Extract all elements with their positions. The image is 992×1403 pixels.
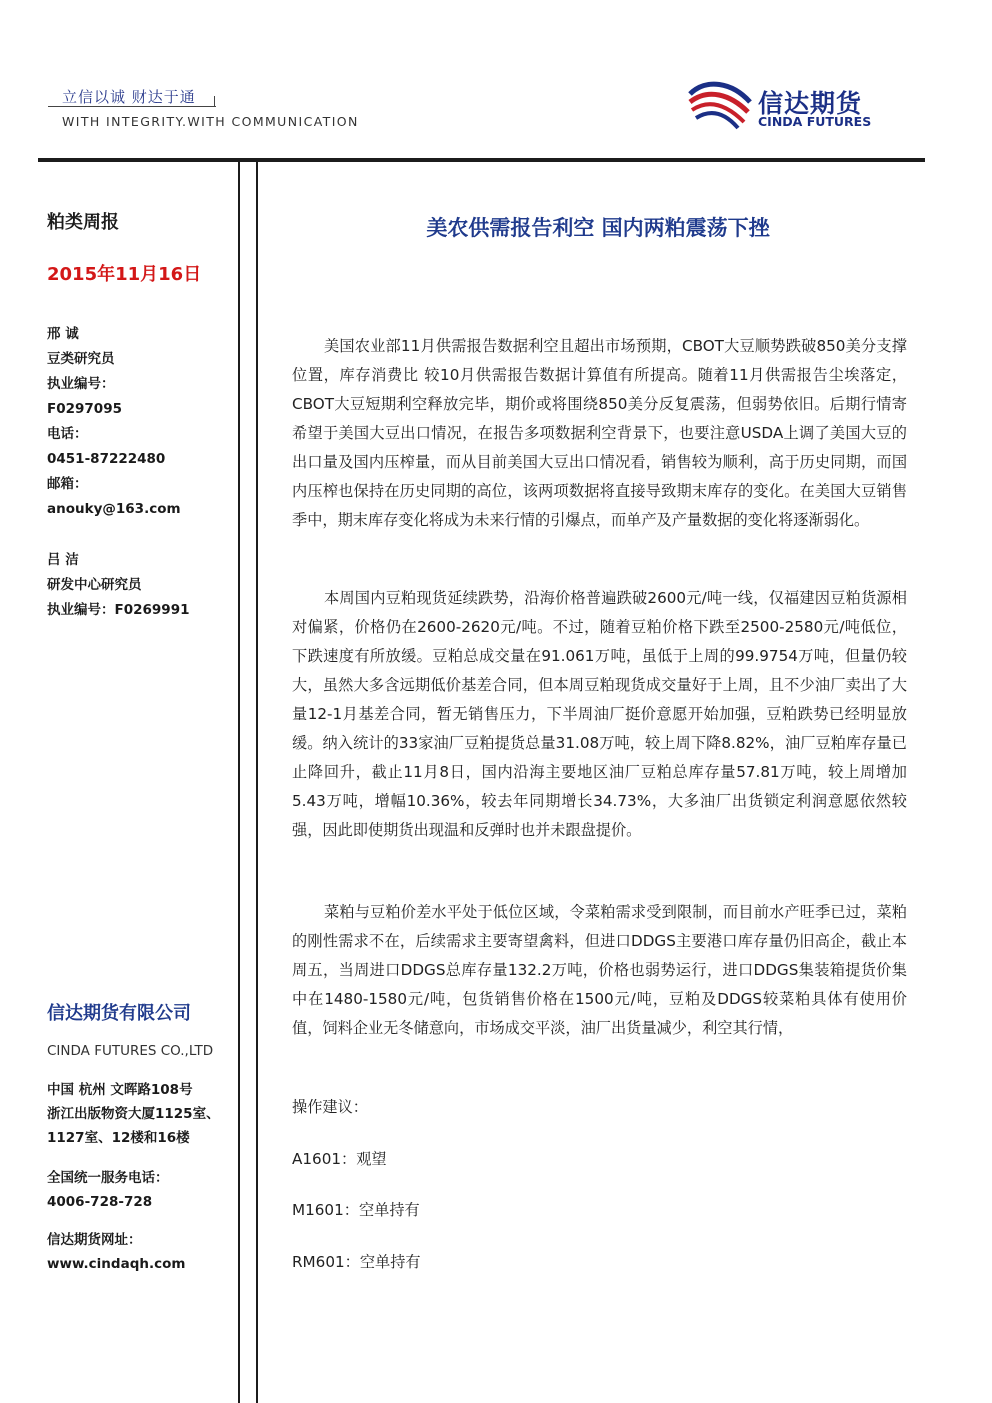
analyst-2-name: 吕 洁 — [47, 552, 79, 568]
company-name: 信达期货有限公司 — [47, 1003, 191, 1024]
address-line: 中国 杭州 文晖路108号 — [47, 1082, 193, 1098]
address-line: 1127室、12楼和16楼 — [47, 1130, 190, 1146]
analyst-1-title: 豆类研究员 — [47, 351, 115, 367]
slogan-underline — [48, 106, 216, 107]
advice-item: M1601：空单持有 — [292, 1201, 420, 1219]
company-address — [47, 1078, 220, 1150]
service-phone-label: 全国统一服务电话： — [47, 1170, 169, 1186]
logo-en-text: CINDA FUTURES — [758, 114, 872, 129]
header-rule — [38, 158, 925, 162]
analyst-1-email-label: 邮箱： — [47, 476, 88, 492]
slogan-tick — [214, 96, 215, 107]
cinda-logo — [688, 80, 928, 132]
paragraph-text: 本周国内豆粕现货延续跌势，沿海价格普遍跌破2600元/吨一线，仅福建因豆粕货源相对偏紧，价格仍在2600-2620元/吨。不过，随着豆粕价格下跌至2500-2580元/吨低位，下跌速度有所放缓。豆粕总成交量在91.061万吨，虽低于上周的99.9754万吨，但量仍较大，虽然大多含远期低价基差合同，但本周豆粕现货成交量好于上周，且不少油厂卖出了大量12-1月基差合同，暂无销售压力，下半周油厂挺价意愿开始加强，豆粕跌势已经明显放缓。纳入统计的33家油厂豆粕提货总量31.08万吨，较上周下降8.82%，油厂豆粕库存量已止降回升，截止11月8日，国内沿海主要地区油厂豆粕总库存量57.81万吨，较上周增加5.43万吨，增幅10.36%，较去年同期增长34.73%，大多油厂出货锁定利润意愿依然较强，因此即使期货出现温和反弹时也并未跟盘提价。 — [292, 589, 907, 839]
analyst-1-license: F0297095 — [47, 401, 122, 417]
report-date: 2015年11月16日 — [47, 264, 202, 285]
slogan-en: WITH INTEGRITY.WITH COMMUNICATION — [62, 114, 359, 129]
slogan-cn: 立信以诚 财达于通 — [62, 88, 196, 106]
website-link[interactable]: www.cindaqh.com — [47, 1256, 186, 1272]
sidebar-divider-left — [238, 162, 240, 1403]
paragraph-3 — [292, 898, 907, 1043]
advice-label: 操作建议： — [292, 1098, 368, 1116]
paragraph-text: 美国农业部11月供需报告数据利空且超出市场预期，CBOT大豆顺势跌破850美分支撑位置，库存消费比 较10月供需报告数据计算值有所提高。随着11月供需报告尘埃落定，CBOT大豆短期利空释放完毕，期价或将围绕850美分反复震荡，但弱势依旧。后期行情寄希望于美国大豆出口情况，在报告多项数据利空背景下，也要注意USDA上调了美国大豆的出口量及国内压榨量，而从目前美国大豆出口情况看，销售较为顺利，高于历史同期，而国内压榨也保持在历史同期的高位，该两项数据将直接导致期末库存的变化。在美国大豆销售季中，期末库存变化将成为未来行情的引爆点，而单产及产量数据的变化将逐渐弱化。 — [292, 337, 907, 529]
analyst-1-email[interactable]: anouky@163.com — [47, 501, 181, 517]
analyst-1-license-label: 执业编号： — [47, 376, 115, 392]
analyst-1-name: 邢 诚 — [47, 326, 79, 342]
analyst-2-title: 研发中心研究员 — [47, 577, 142, 593]
paragraph-text: 菜粕与豆粕价差水平处于低位区域，令菜粕需求受到限制，而目前水产旺季已过，菜粕的刚性需求不在，后续需求主要寄望禽料，但进口DDGS主要港口库存量仍旧高企，截止本周五，当周进口DDGS总库存量132.2万吨，价格也弱势运行，进口DDGS集装箱提货价集中在1480-1580元/吨，包货销售价格在1500元/吨，豆粕及DDGS较菜粕具体有使用价值，饲料企业无冬储意向，市场成交平淡，油厂出货量减少，利空其行情， — [292, 903, 907, 1037]
company-name-en: CINDA FUTURES CO.,LTD — [47, 1043, 214, 1059]
company-website — [47, 1228, 185, 1276]
paragraph-1 — [292, 332, 907, 535]
website-label: 信达期货网址： — [47, 1232, 142, 1248]
cinda-logo-icon — [688, 80, 754, 132]
analyst-2 — [47, 548, 189, 623]
advice-item: A1601：观望 — [292, 1150, 387, 1168]
article-title: 美农供需报告利空 国内两粕震荡下挫 — [426, 216, 770, 240]
analyst-2-license: 执业编号：F0269991 — [47, 602, 190, 618]
report-type: 粕类周报 — [47, 212, 119, 233]
logo-cn-text: 信达期货 — [758, 89, 863, 118]
advice-item: RM601：空单持有 — [292, 1253, 421, 1271]
paragraph-2 — [292, 584, 907, 845]
analyst-1-phone-label: 电话： — [47, 426, 88, 442]
sidebar-divider-right — [256, 162, 258, 1403]
service-phone-number: 4006-728-728 — [47, 1194, 153, 1210]
analyst-1-phone: 0451-87222480 — [47, 451, 166, 467]
address-line: 浙江出版物资大厦1125室、 — [47, 1106, 220, 1122]
service-phone — [47, 1166, 169, 1214]
analyst-1 — [47, 322, 181, 522]
